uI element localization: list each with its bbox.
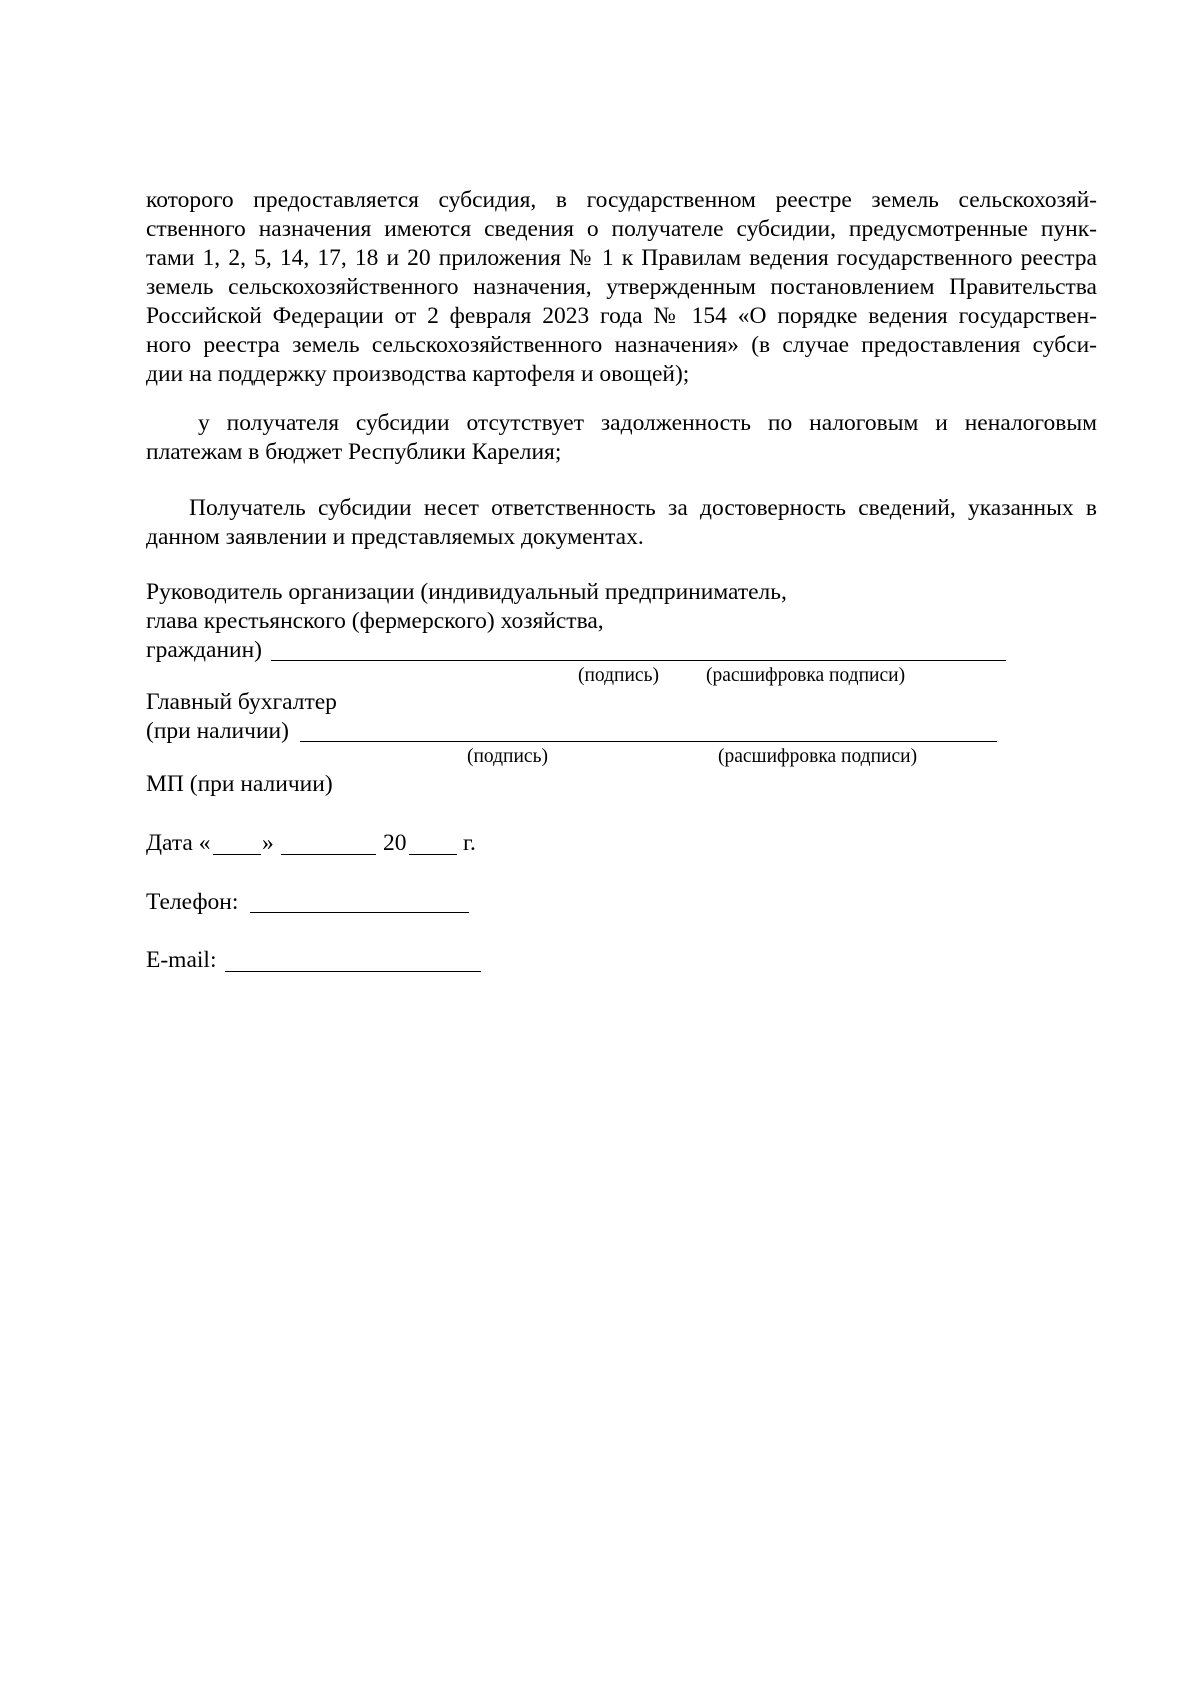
head-title-line: глава крестьянского (фермерского) хозяйства, [146, 608, 604, 634]
paragraph-line: данном заявлении и представляемых документах. [146, 524, 644, 550]
paragraph-line: тами 1, 2, 5, 14, 17, 18 и 20 приложения № 1 к Правилам ведения государственного реестра [146, 245, 1097, 271]
accountant-decoding-caption: (расшифровка подписи) [718, 746, 918, 767]
accountant-signature-field[interactable] [300, 741, 997, 742]
paragraph-line: Российской Федерации от 2 февраля 2023 года № 154 «О порядке ведения государствен- [146, 303, 1097, 329]
date-day-field[interactable] [213, 854, 261, 855]
paragraph-line: Получатель субсидии несет ответственность за достоверность сведений, указанных в [189, 495, 1097, 521]
date-century: 20 [383, 830, 407, 856]
paragraph-line: земель сельскохозяйственного назначения, утвержденным постановлением Правительства [146, 274, 1097, 300]
phone-label: Телефон: [146, 889, 239, 915]
paragraph-line: ного реестра земель сельскохозяйственного назначения» (в случае предоставления субси- [146, 332, 1097, 358]
date-label: Дата « [146, 830, 211, 856]
head-decoding-caption: (расшифровка подписи) [706, 665, 906, 686]
paragraph-line: дии на поддержку производства картофеля и овощей); [146, 361, 690, 387]
paragraph-line: ственного назначения имеются сведения о получателе субсидии, предусмотренные пунк- [146, 216, 1097, 242]
accountant-title-line: Главный бухгалтер [146, 689, 337, 715]
paragraph-land-registry [146, 186, 1097, 389]
stamp-label: МП (при наличии) [146, 771, 333, 797]
paragraph-line: у получателя субсидии отсутствует задолженность по налоговым и неналоговым [198, 410, 1097, 436]
paragraph-responsibility [146, 494, 1097, 552]
date-year-field[interactable] [409, 854, 457, 855]
head-signature-caption: (подпись) [578, 665, 659, 686]
date-close-quote: » [262, 830, 274, 856]
accountant-signature-caption: (подпись) [467, 746, 548, 767]
date-year-suffix: г. [463, 830, 476, 856]
paragraph-line: которого предоставляется субсидия, в государственном реестре земель сельскохозяй- [146, 187, 1097, 213]
head-signature-field[interactable] [271, 660, 1006, 661]
paragraph-line: платежам в бюджет Республики Карелия; [146, 439, 562, 465]
paragraph-no-debt [146, 409, 1097, 467]
head-title-line: Руководитель организации (индивидуальный предприниматель, [146, 579, 787, 605]
email-field[interactable] [225, 971, 481, 972]
phone-field[interactable] [250, 912, 469, 913]
date-month-field[interactable] [281, 854, 376, 855]
email-label: E-mail: [146, 947, 217, 973]
accountant-title-line: (при наличии) [146, 718, 289, 744]
head-title-line: гражданин) [146, 637, 262, 663]
